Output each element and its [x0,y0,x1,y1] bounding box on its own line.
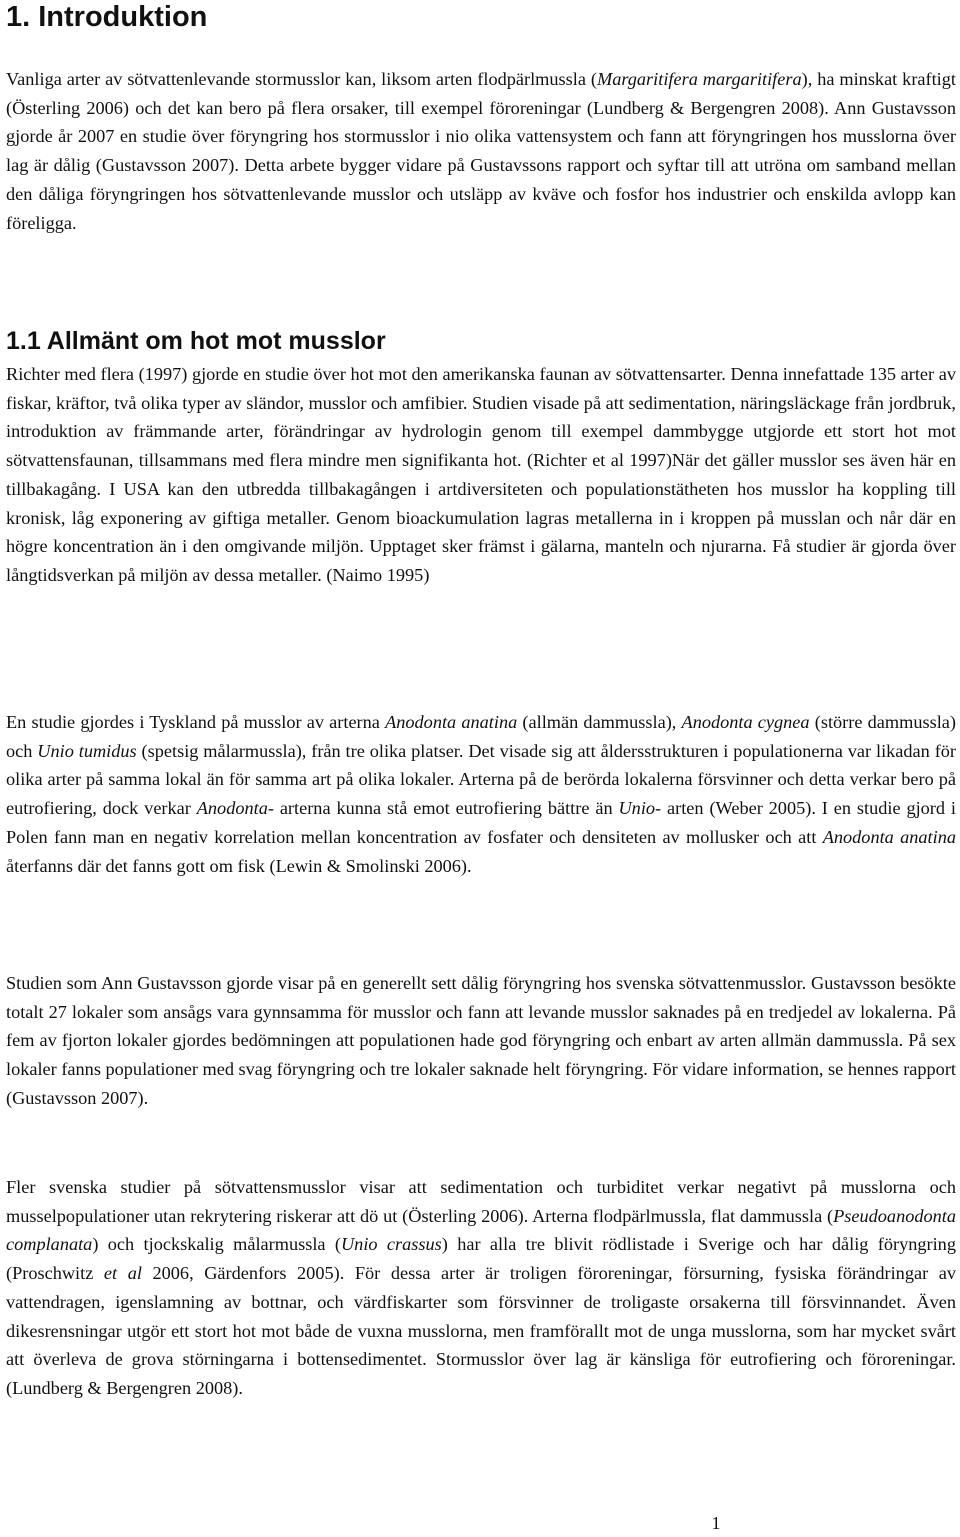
text-run: (spetsig målarmussla), från tre olika platser. Det visade sig att åldersstrukturen i populationerna var likadan för olika arter på samma lokal än för samma art på olika lokaler. Arterna på de berörda lokalerna försvinner och detta verkar bero på eutrofiering, dock verkar [6,740,957,819]
text-run: En studie gjordes i Tyskland på musslor av arterna [6,712,386,732]
species-name: Unio tumidus [37,740,137,761]
text-run: ), ha minskat kraftigt (Österling 2006) och det kan bero på flera orsaker, till exempel föroreningar (Lundberg & Bergengren 2008). Ann Gustavsson gjorde år 2007 en studie över föryngring hos stormusslor i nio olika vattensystem och fann att föryngringen hos musslorna över lag är dålig (Gustavsson 2007). Detta arbete bygger vidare på Gustavssons rapport och syftar till att utröna om samband mellan den dåliga föryngringen hos sötvattenlevande musslor och utsläpp av kväve och fosfor hos industrier och enskilda avlopp kan föreligga. [6,69,956,233]
latin-abbreviation: et al [103,1263,142,1284]
species-name: Anodonta anatina [385,712,518,732]
text-run: ) och tjockskalig målarmussla ( [92,1234,341,1255]
text-run: återfanns där det fanns gott om fisk (Lewin & Smolinski 2006). [6,855,472,876]
species-name: Margaritifera margaritifera [596,69,802,89]
section-heading: 1. Introduktion [6,1,208,33]
germany-study-paragraph [6,708,956,880]
species-name: Anodonta cygnea [681,712,810,732]
text-run: - arterna kunna stå emot eutrofiering bättre än [267,798,619,819]
threats-paragraph: Richter med flera (1997) gjorde en studie över hot mot den amerikanska faunan av sötvattensarter. Denna innefattade 135 arter av fiskar, kräftor, två olika typer av sländor, musslor och amfibier. Studien visade på att sedimentation, näringsläckage från jordbruk, introduktion av främmande arter, förändringar av hydrologin genom till exempel dammbygge utgjorde ett stort hot mot sötvattensfaunan, tillsammans med flera mindre men signifikanta hot. (Richter et al 1997)När det gäller musslor ses även här en tillbakagång. I USA kan den utbredda tillbakagången i artdiversiteten och populationstätheten hos musslor ha koppling till kronisk, låg exponering av giftiga metaller. Genom bioackumulation lagras metallerna in i kroppen på musslan och når där en högre koncentration än i den omgivande miljön. Upptaget sker främst i gälarna, manteln och njurarna. Få studier är gjorda över långtidsverkan på miljön av dessa metaller. (Naimo 1995) [6,364,956,585]
text-run: (större dammussla) och [6,712,956,761]
species-name: Anodonta [196,798,268,819]
species-name: Unio crassus [340,1234,442,1255]
text-run: 2006, Gärdenfors 2005). För dessa arter är troligen föroreningar, försurning, fysiska förändringar av vattendragen, igenslamning av bottnar, och värdfiskarter som försvinner de troligaste orsakerna till försvinnandet. Även dikesrensningar utgör ett stort hot mot både de vuxna musslorna, men framförallt mot de unga musslorna, som har mycket svårt att överleva de grova störningarna i bottensedimentet. Stormusslor över lag är känsliga för eutrofiering och föroreningar. (Lundberg & Bergengren 2008). [6,1263,956,1398]
species-name: Pseudoanodonta complanata [6,1205,956,1255]
page-number: 1 [711,1513,721,1533]
species-name: Unio [618,798,656,819]
text-run: (allmän dammussla), [517,712,682,732]
species-name: Anodonta anatina [822,826,956,847]
subsection-heading: 1.1 Allmänt om hot mot musslor [6,327,386,355]
text-run: - arten (Weber 2005). I en studie gjord i Polen fann man en negativ korrelation mellan koncentration av fosfater och densiteten av mollusker och att [6,798,957,847]
text-run: Vanliga arter av sötvattenlevande stormusslor kan, liksom arten flodpärlmussla ( [6,69,597,89]
swedish-studies-paragraph [6,1173,956,1403]
text-run: Fler svenska studier på sötvattensmusslor visar att sedimentation och turbiditet verkar negativt på musslorna och musselpopulationer utan rekrytering riskerar att dö ut (Österling 2006). Arterna flodpärlmussla, flat dammussla ( [6,1177,956,1226]
text-run: ) har alla tre blivit rödlistade i Sverige och har dålig föryngring (Proschwitz [6,1234,956,1284]
intro-paragraph [6,65,956,237]
gustavsson-paragraph: Studien som Ann Gustavsson gjorde visar på en generellt sett dålig föryngring hos svenska sötvattenmusslor. Gustavsson besökte totalt 27 lokaler som ansågs vara gynnsamma för musslor och fann att levande musslor saknades på en tredjedel av lokalerna. På fem av fjorton lokaler gjordes bedömningen att populationen hade god föryngring och enbart av arten allmän dammussla. På sex lokaler fanns populationer med svag föryngring och tre lokaler saknade helt föryngring. För vidare information, se hennes rapport (Gustavsson 2007). [6,973,956,1108]
